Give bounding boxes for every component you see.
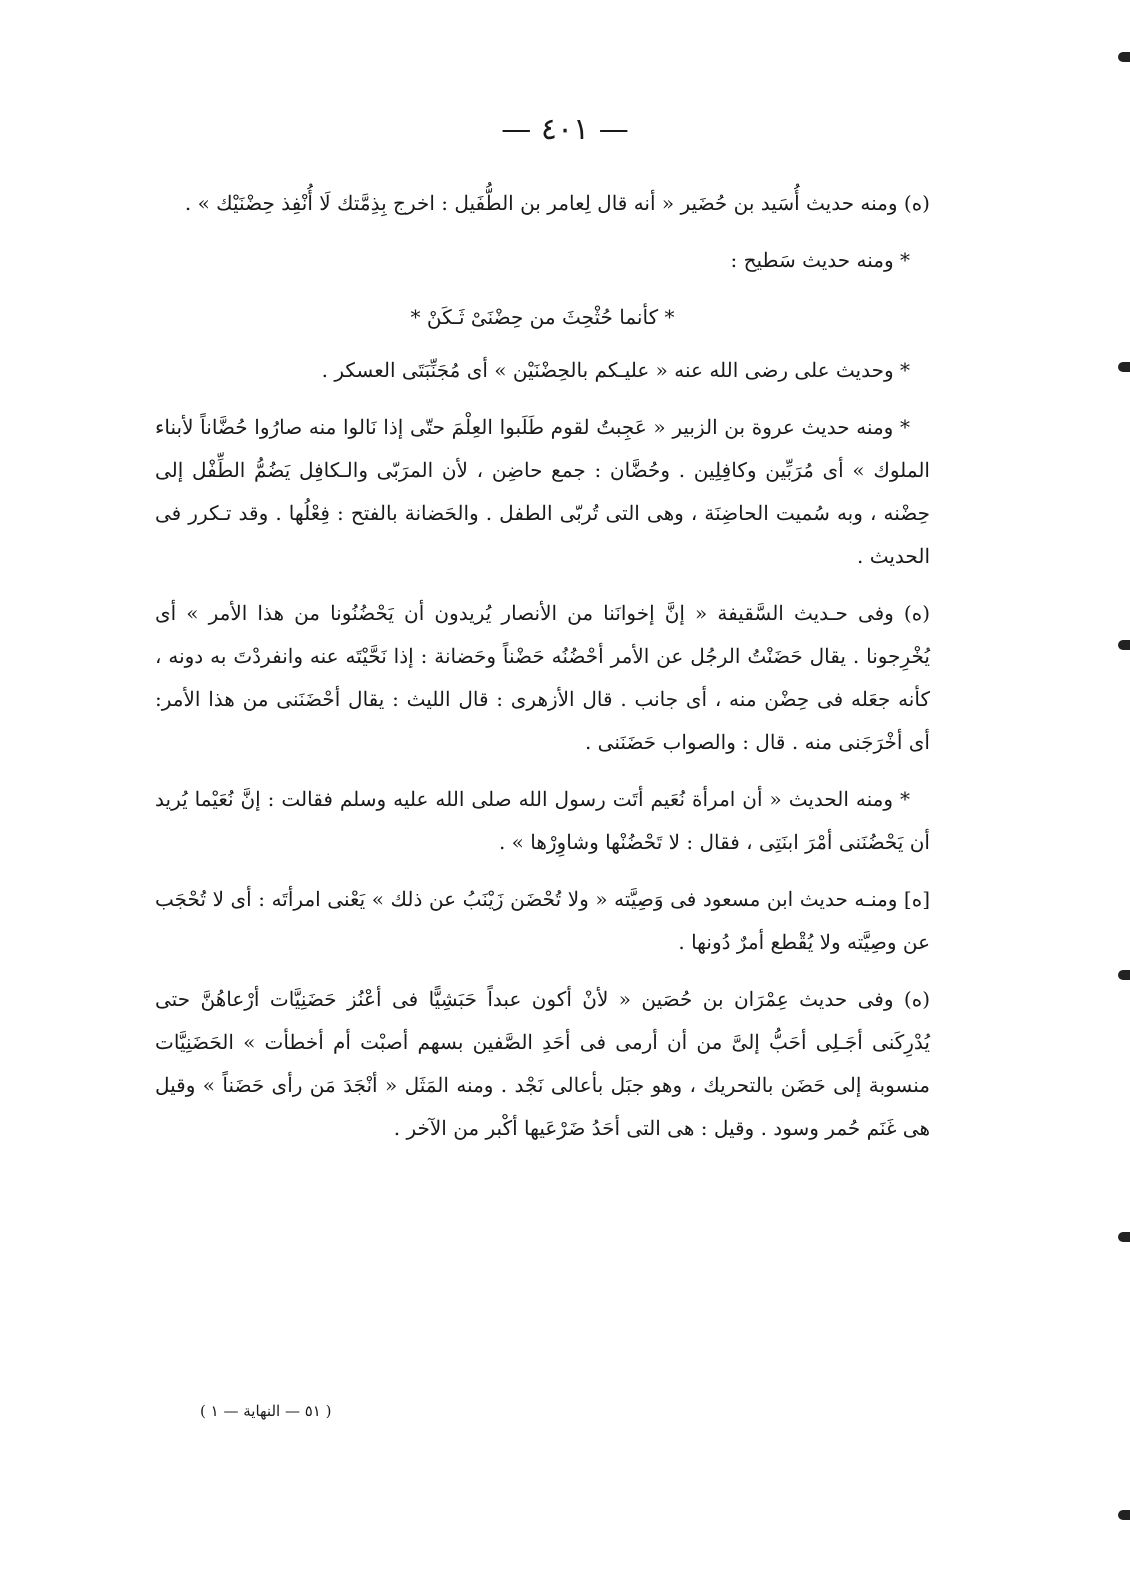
scan-edge-mark <box>1118 1232 1130 1242</box>
scan-edge-mark <box>1118 970 1130 980</box>
page-number: — ٤٠١ — <box>501 112 629 147</box>
verse-line: * كأنما حُثْحِثَ من حِضْنَىْ ثَـكَنْ * <box>410 305 675 329</box>
paragraph-nuaym: * ومنه الحديث « أن امرأة نُعَيم أتَت رسول الله صلى الله عليه وسلم فقالت : إنَّ نُعَيْما يُريد أن يَحْضُنَنى أمْرَ ابنَتِى ، فقال : لا تَحْضُنْها وشاوِرْها » . <box>155 787 930 854</box>
paragraph-ibn-masud: [ه] ومنـه حديث ابن مسعود فى وَصِيَّته « ولا تُحْضَن زَيْنَبُ عن ذلك » يَعْنى امرأتَه : أى لا تُحْجَب عن وصِيَّته ولا يُقْطع أمرٌ دُونها . <box>155 887 930 954</box>
paragraph-urwa: * ومنه حديث عروة بن الزبير « عَجِبتُ لقوم طَلَبوا العِلْمَ حتّى إذا نَالوا منه صارُوا حُضَّاناً لأبناء الملوك » أى مُرَبِّين وكافِلِين . وحُضَّان : جمع حاضِن ، لأن المرَبّى والـكافِل يَضُمُّ الطِّفْل إلى حِضْنه ، وبه سُميت الحاضِنَة ، وهى التى تُربّى الطفل . والحَضانة بالفتح : فِعْلُها . وقد تـكرر فى الحديث . <box>155 415 930 568</box>
paragraph-saqifa: (ه) وفى حـديث السَّقيفة « إنَّ إخوانَنا من الأنصار يُريدون أن يَحْضُنُونا من هذا الأمر » أى يُخْرِجونا . يقال حَضَنْتُ الرجُل عن الأمر أحْضُنُه حَضْناً وحَضانة : إذا نَحَّيْتَه عنه وانفردْتَ به دونه ، كأنه جعَله فى حِضْن منه ، أى جانب . قال الأزهرى : قال الليث : يقال أحْضَنَنى من هذا الأمر: أى أخْرَجَنى منه . قال : والصواب حَضَنَنى . <box>155 601 930 754</box>
footer-signature: ( ٥١ — النهاية — ١ ) <box>200 1402 332 1420</box>
scan-edge-mark <box>1118 640 1130 650</box>
paragraph-ali: * وحديث على رضى الله عنه « عليـكم بالحِضْنَيْن » أى مُجَنِّبَتَى العسكر . <box>321 358 910 382</box>
main-text <box>155 182 930 1164</box>
scan-edge-mark <box>1118 362 1130 372</box>
scan-edge-mark <box>1118 1510 1130 1520</box>
paragraph-hudayr: (ه) ومنه حديث أُسَيد بن حُضَير « أنه قال لِعامر بن الطُّفَيل : اخرج بِذِمَّتك لَا أُنْفِذ حِضْنَيْك » . <box>184 191 930 215</box>
paragraph-satih-intro: * ومنه حديث سَطيح : <box>730 248 910 272</box>
scan-edge-mark <box>1118 52 1130 62</box>
paragraph-imran: (ه) وفى حديث عِمْرَان بن حُصَين « لأنْ أكون عبداً حَبَشِيًّا فى أعْنُز حَضَنِيَّات أرْعاهُنَّ حتى يُدْرِكَنى أجَـلِى أحَبُّ إلىَّ من أن أرمى فى أحَدِ الصَّفين بسهم أصبْت أم أخطأت » الحَضَنِيَّات منسوبة إلى حَضَن بالتحريك ، وهو جبَل بأعالى نَجْد . ومنه المَثَل « أنْجَدَ مَن رأى حَضَناً » وقيل هى غَنَم حُمر وسود . وقيل : هى التى أحَدُ ضَرْعَيها أكْبر من الآخر . <box>155 987 930 1140</box>
